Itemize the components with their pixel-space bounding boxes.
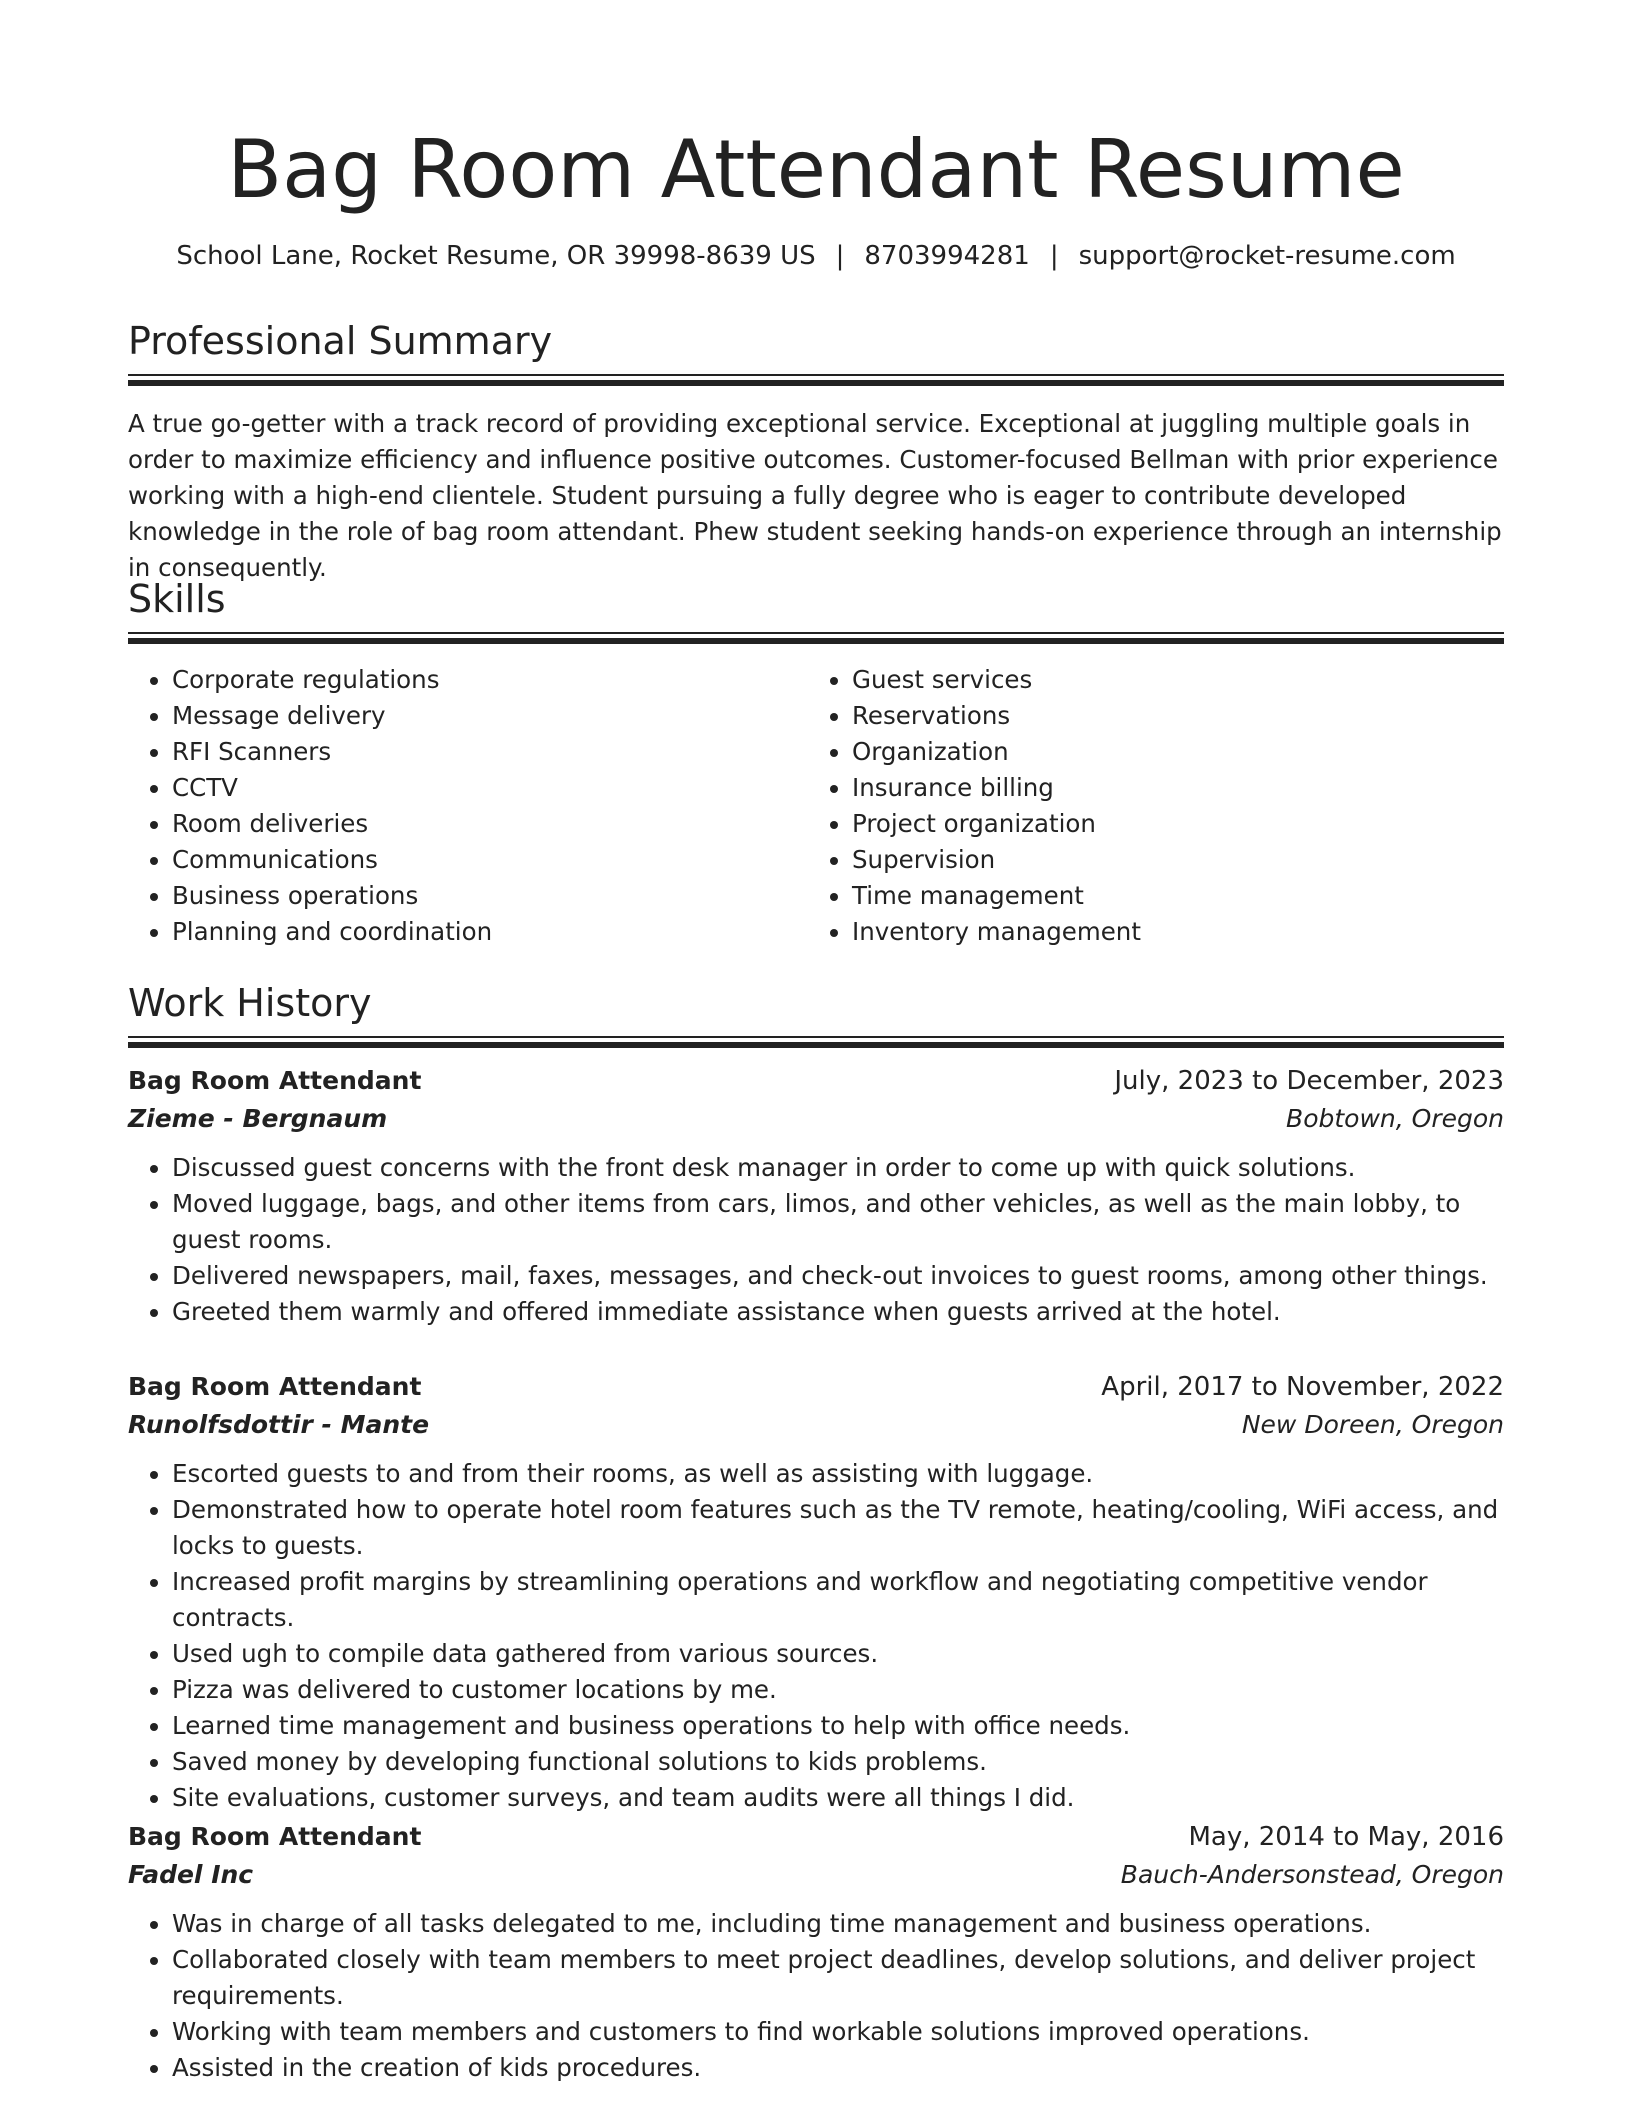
job-location: Bauch-Andersonstead, Oregon <box>1120 1860 1504 1889</box>
job-company: Runolfsdottir - Mante <box>128 1410 430 1439</box>
job-bullets <box>128 1456 1504 1816</box>
skill-item: • Guest services <box>852 662 1488 698</box>
skills-list-right <box>808 662 1488 950</box>
job-subheader <box>128 1856 1504 1894</box>
job-bullet: • Increased profit margins by streamlining operations and workflow and negotiating competitive vendor contracts. <box>172 1564 1504 1636</box>
job-bullet: • Discussed guest concerns with the front desk manager in order to come up with quick solutions. <box>172 1150 1504 1186</box>
contact-separator: | <box>835 241 845 271</box>
summary-text: A true go-getter with a track record of providing exceptional service. Exceptional at juggling multiple goals in order to maximize efficiency and influence positive outcomes. Customer-focused Bellman with prior experience working with a high-end clientele. Student pursuing a fully degree who is eager to contribute developed knowledge in the role of bag room attendant. Phew student seeking hands-on experience through an internship in consequently. <box>128 409 1502 582</box>
job-company: Zieme - Bergnaum <box>128 1104 388 1133</box>
job-bullet: • Assisted in the creation of kids procedures. <box>172 2050 1504 2086</box>
job-dates: July, 2023 to December, 2023 <box>1114 1066 1504 1096</box>
skill-item: • Business operations <box>172 878 808 914</box>
job-dates: April, 2017 to November, 2022 <box>1101 1372 1504 1402</box>
job-subheader <box>128 1100 1504 1138</box>
job-bullet: • Demonstrated how to operate hotel room features such as the TV remote, heating/cooling, WiFi access, and locks to guests. <box>172 1492 1504 1564</box>
job-title: Bag Room Attendant <box>128 1822 422 1851</box>
skill-item: • Inventory management <box>852 914 1488 950</box>
skill-item: • Insurance billing <box>852 770 1488 806</box>
job-bullet: • Working with team members and customers to find workable solutions improved operations. <box>172 2014 1504 2050</box>
job-bullet: • Learned time management and business operations to help with office needs. <box>172 1708 1504 1744</box>
contact-separator: | <box>1049 241 1059 271</box>
job-subheader <box>128 1406 1504 1444</box>
job-header <box>128 1818 1504 1856</box>
job-title: Bag Room Attendant <box>128 1066 422 1095</box>
job-bullet: • Pizza was delivered to customer locations by me. <box>172 1672 1504 1708</box>
job-bullets <box>128 1150 1504 1330</box>
summary-section <box>128 318 1504 586</box>
job-header <box>128 1062 1504 1100</box>
job-entry <box>128 1368 1504 1816</box>
section-divider <box>128 632 1504 646</box>
job-bullet: • Moved luggage, bags, and other items from cars, limos, and other vehicles, as well as the main lobby, to guest rooms. <box>172 1186 1504 1258</box>
skill-item: • Room deliveries <box>172 806 808 842</box>
skills-section <box>128 576 1504 950</box>
section-divider <box>128 1036 1504 1050</box>
contact-address: School Lane, Rocket Resume, OR 39998-8639 US <box>176 241 816 271</box>
section-divider <box>128 374 1504 388</box>
skills-heading: Skills <box>128 577 226 621</box>
job-bullets <box>128 1906 1504 2086</box>
job-bullet: • Delivered newspapers, mail, faxes, messages, and check-out invoices to guest rooms, among other things. <box>172 1258 1504 1294</box>
skill-item: • Message delivery <box>172 698 808 734</box>
skills-list-left <box>128 662 808 950</box>
contact-phone: 8703994281 <box>864 241 1030 271</box>
skill-item: • Organization <box>852 734 1488 770</box>
job-bullet: • Saved money by developing functional solutions to kids problems. <box>172 1744 1504 1780</box>
work-history-section <box>128 980 1504 1050</box>
work-history-heading: Work History <box>128 981 372 1025</box>
skill-item: • RFI Scanners <box>172 734 808 770</box>
skill-item: • Communications <box>172 842 808 878</box>
skill-item: • Reservations <box>852 698 1488 734</box>
contact-email: support@rocket-resume.com <box>1078 241 1456 271</box>
job-bullet: • Used ugh to compile data gathered from various sources. <box>172 1636 1504 1672</box>
job-location: New Doreen, Oregon <box>1241 1410 1504 1439</box>
skill-item: • Planning and coordination <box>172 914 808 950</box>
skill-item: • Corporate regulations <box>172 662 808 698</box>
job-dates: May, 2014 to May, 2016 <box>1188 1822 1504 1852</box>
skill-item: • CCTV <box>172 770 808 806</box>
job-bullet: • Collaborated closely with team members to meet project deadlines, develop solutions, and deliver project requirements. <box>172 1942 1504 2014</box>
skill-item: • Time management <box>852 878 1488 914</box>
contact-line <box>0 239 1632 273</box>
job-entry <box>128 1818 1504 2086</box>
summary-heading: Professional Summary <box>128 319 553 363</box>
job-title: Bag Room Attendant <box>128 1372 422 1401</box>
resume-title: Bag Room Attendant Resume <box>227 123 1405 216</box>
job-bullet: • Site evaluations, customer surveys, and team audits were all things I did. <box>172 1780 1504 1816</box>
skills-columns <box>128 662 1504 950</box>
skill-item: • Supervision <box>852 842 1488 878</box>
job-header <box>128 1368 1504 1406</box>
job-bullet: • Escorted guests to and from their rooms, as well as assisting with luggage. <box>172 1456 1504 1492</box>
job-bullet: • Greeted them warmly and offered immediate assistance when guests arrived at the hotel. <box>172 1294 1504 1330</box>
job-company: Fadel Inc <box>128 1860 254 1889</box>
skill-item: • Project organization <box>852 806 1488 842</box>
job-location: Bobtown, Oregon <box>1286 1104 1504 1133</box>
job-bullet: • Was in charge of all tasks delegated to me, including time management and business operations. <box>172 1906 1504 1942</box>
job-entry <box>128 1062 1504 1330</box>
